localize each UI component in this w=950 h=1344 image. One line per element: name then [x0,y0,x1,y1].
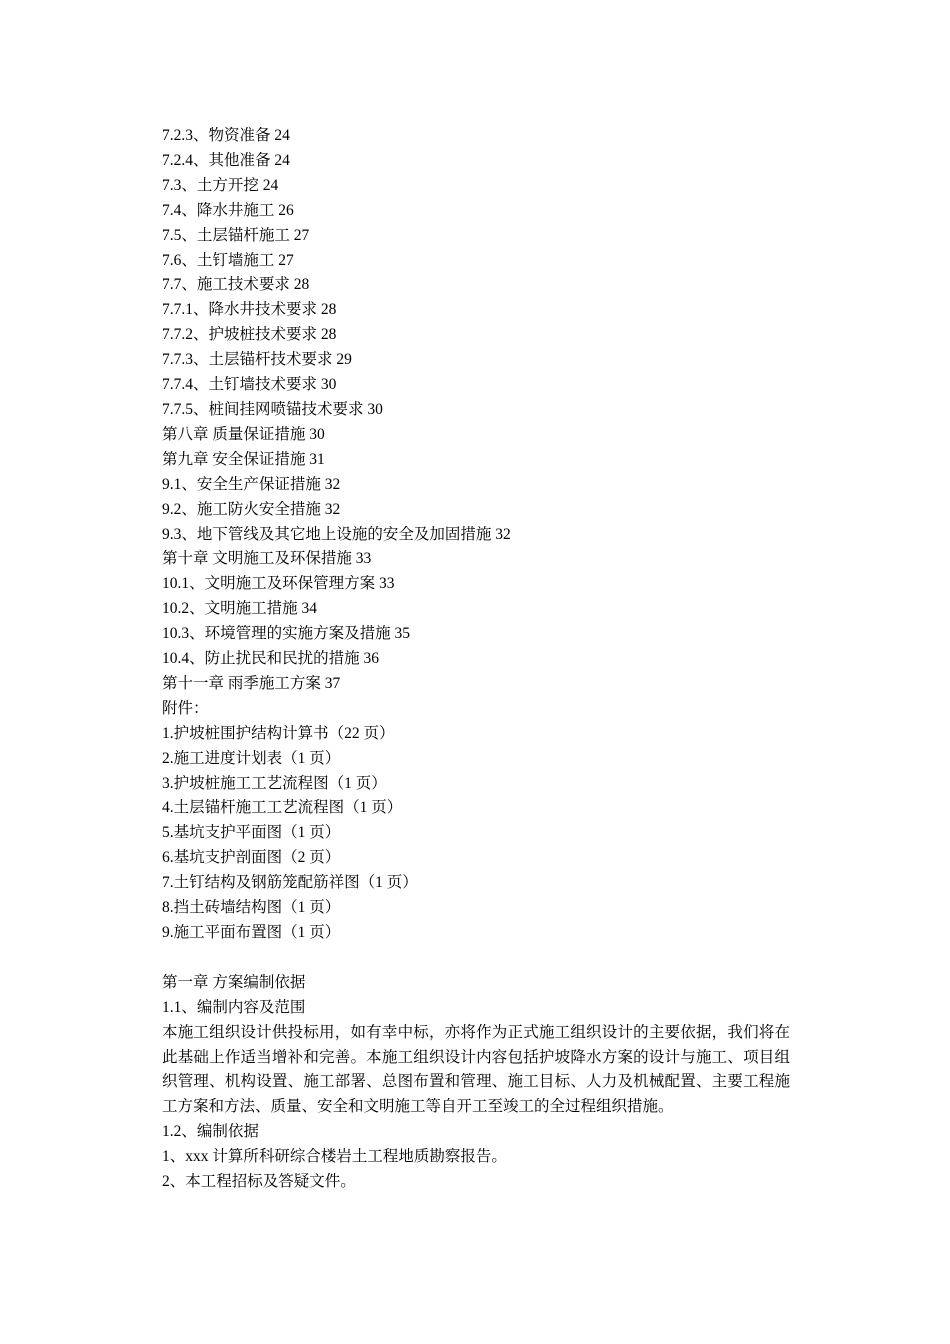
attachment-item: 4.土层锚杆施工工艺流程图（1 页） [162,799,403,817]
toc-line: 第九章 安全保证措施 31 [162,450,325,468]
toc-line: 9.3、地下管线及其它地上设施的安全及加固措施 32 [162,525,511,543]
document-page [162,124,790,1195]
attachment-item: 5.基坑支护平面图（1 页） [162,824,341,842]
toc-line: 7.4、降水井施工 26 [162,201,294,219]
section-title: 1.1、编制内容及范围 [162,998,306,1016]
toc-line: 10.2、文明施工措施 34 [162,600,318,618]
section-title: 1.2、编制依据 [162,1123,259,1141]
toc-line: 10.4、防止扰民和民扰的措施 36 [162,650,380,668]
attachment-item: 7.土钉结构及钢筋笼配筋祥图（1 页） [162,874,418,892]
attachment-item: 9.施工平面布置图（1 页） [162,924,341,941]
attachment-item: 8.挡土砖墙结构图（1 页） [162,899,341,917]
attachment-item: 1.护坡桩围护结构计算书（22 页） [162,724,395,742]
toc-line: 7.7.3、土层锚杆技术要求 29 [162,351,352,369]
toc-line: 第十章 文明施工及环保措施 33 [162,550,372,568]
attachment-item: 6.基坑支护剖面图（2 页） [162,849,341,867]
toc-line: 7.6、土钉墙施工 27 [162,251,294,269]
toc-line: 9.1、安全生产保证措施 32 [162,475,341,493]
toc-line: 7.3、土方开挖 24 [162,176,279,194]
chapter-title: 第一章 方案编制依据 [162,973,306,991]
toc-line: 7.7.4、土钉墙技术要求 30 [162,376,337,394]
toc-line: 7.5、土层锚杆施工 27 [162,226,310,244]
basis-item: 1、xxx 计算所科研综合楼岩土工程地质勘察报告。 [162,1148,507,1166]
attachment-item: 2.施工进度计划表（1 页） [162,749,341,767]
blank-line [162,946,790,971]
toc-line: 7.7.1、降水井技术要求 28 [162,301,337,319]
attachment-item: 3.护坡桩施工工艺流程图（1 页） [162,774,387,792]
toc-line: 7.2.4、其他准备 24 [162,151,290,169]
toc-line: 9.2、施工防火安全措施 32 [162,500,341,518]
basis-item: 2、本工程招标及答疑文件。 [162,1173,356,1191]
toc-line: 第八章 质量保证措施 30 [162,425,325,443]
toc-line: 10.3、环境管理的实施方案及措施 35 [162,625,411,643]
toc-line: 7.2.3、物资准备 24 [162,127,290,144]
toc-line: 10.1、文明施工及环保管理方案 33 [162,575,395,593]
chapter-one [162,971,790,1195]
attachments-heading: 附件： [162,699,209,717]
table-of-contents [162,124,790,946]
toc-line: 第十一章 雨季施工方案 37 [162,674,341,692]
toc-line: 7.7、施工技术要求 28 [162,276,310,294]
toc-line: 7.7.2、护坡桩技术要求 28 [162,326,337,344]
toc-line: 7.7.5、桩间挂网喷锚技术要求 30 [162,400,383,418]
body-paragraph: 本施工组织设计供投标用，如有幸中标，亦将作为正式施工组织设计的主要依据，我们将在此基础上作适当增补和完善。本施工组织设计内容包括护坡降水方案的设计与施工、项目组织管理、机构设置、施工部署、总图布置和管理、施工目标、人力及机械配置、主要工程施工方案和方法、质量、安全和文明施工等自开工至竣工的全过程组织措施。 [162,1023,790,1116]
